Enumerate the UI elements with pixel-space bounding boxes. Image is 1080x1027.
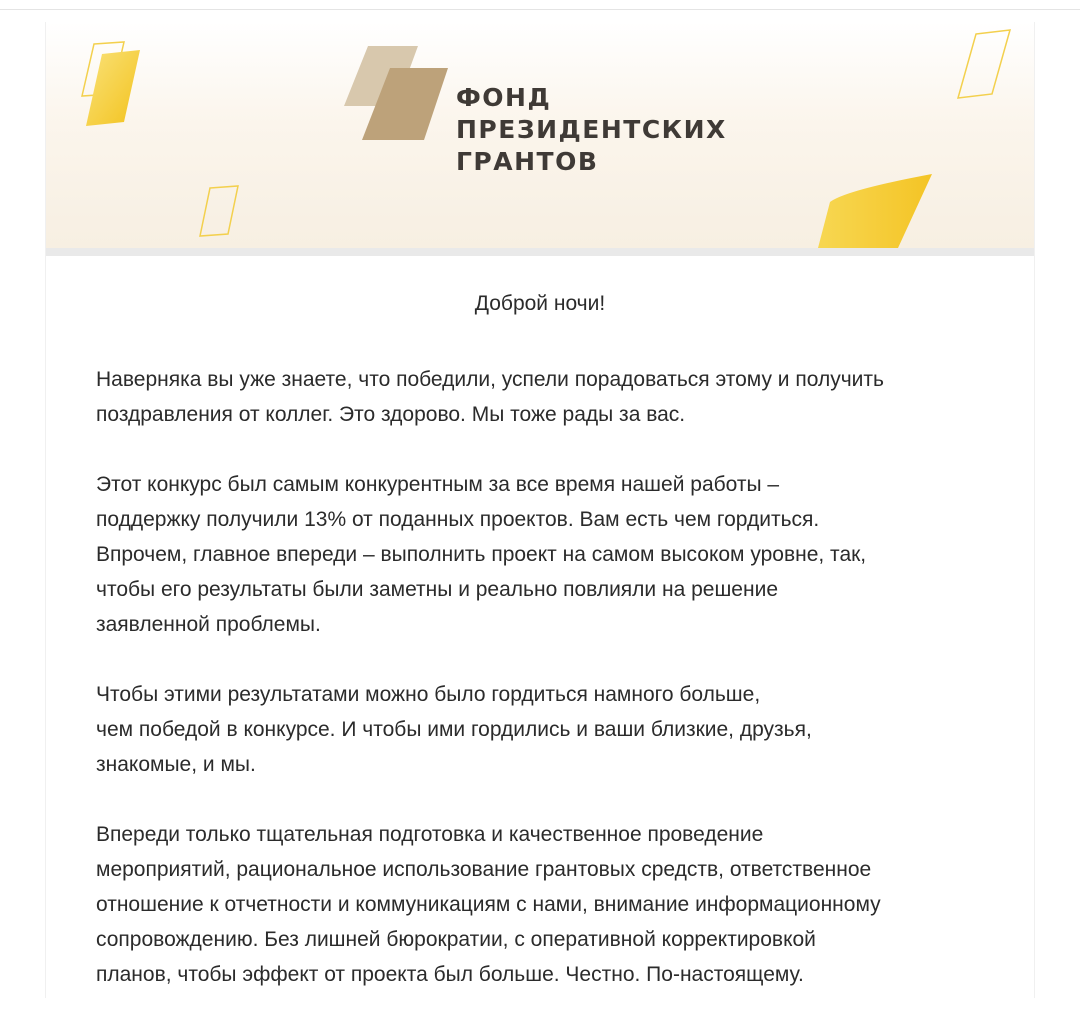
paragraph-1: Наверняка вы уже знаете, что победили, успели порадоваться этому и получить поздравления от коллег. Это здорово. Мы тоже рады за вас. (96, 368, 884, 426)
banner-divider (46, 248, 1034, 256)
foundation-logo-text (456, 82, 727, 178)
top-divider (0, 9, 1080, 10)
paragraph-2: Этот конкурс был самым конкурентным за все время нашей работы – поддержку получили 13% от поданных проектов. Вам есть чем гордиться. Впрочем, главное впереди – выполнить проект на самом высоком уровне, так, чтобы его результаты были заметны и реально повлияли на решение заявленной проблемы. (96, 473, 867, 636)
logo-line-3: ГРАНТОВ (456, 147, 599, 176)
deco-shape-bottomleft-outline (200, 186, 238, 236)
logo-line-2: ПРЕЗИДЕНТСКИХ (456, 115, 727, 144)
paragraph-3: Чтобы этими результатами можно было гордиться намного больше, чем победой в конкурсе. И чтобы ими гордились и ваши близкие, друзья, знакомые, и мы. (96, 683, 812, 776)
letter-text (96, 362, 996, 1027)
deco-shape-topright-outline (958, 30, 1010, 98)
header-banner (46, 22, 1034, 248)
email-body (45, 22, 1035, 998)
paragraph-4: Впереди только тщательная подготовка и качественное проведение мероприятий, рациональное использование грантовых средств, ответственное отношение к отчетности и коммуникациям с нами, внимание информационному сопровождению. Без лишней бюрократии, с оперативной корректировкой планов, чтобы эффект от проекта был больше. Честно. По-настоящему. (96, 823, 881, 986)
deco-shape-topleft (86, 50, 140, 126)
deco-shape-bottomright (818, 174, 932, 248)
greeting: Доброй ночи! (474, 292, 606, 315)
logo-line-1: ФОНД (456, 83, 552, 112)
